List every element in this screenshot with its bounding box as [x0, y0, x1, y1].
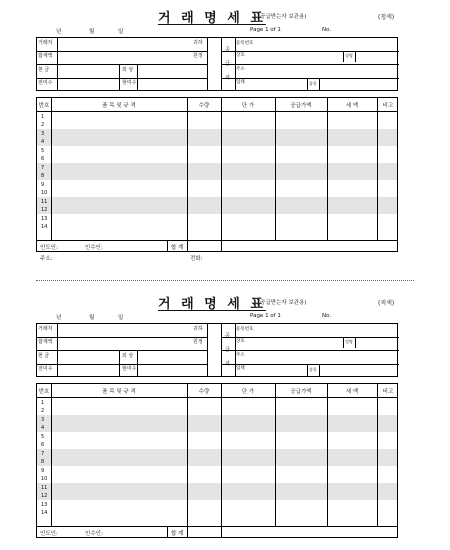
- column-header: 품 목 및 규 격: [102, 103, 136, 109]
- text-field[interactable]: [357, 53, 397, 63]
- text-field[interactable]: [259, 353, 397, 363]
- supplier-vertical-label: 공: [225, 333, 230, 339]
- column-header: 번호: [38, 103, 50, 109]
- supplier-sub-label: 종목: [309, 367, 317, 372]
- column-divider: [167, 527, 168, 537]
- divider: [37, 337, 207, 338]
- row-number: 14: [41, 224, 48, 230]
- table-row[interactable]: [37, 466, 397, 475]
- field-label: 현미수: [122, 80, 137, 86]
- party-info-box: [36, 323, 398, 377]
- row-number: 2: [41, 122, 45, 128]
- cut-line: [36, 280, 414, 281]
- supplier-label: 주소: [236, 67, 245, 72]
- row-number: 5: [41, 433, 45, 440]
- row-number: 1: [41, 399, 45, 406]
- divider: [57, 38, 58, 90]
- row-number: 8: [41, 173, 45, 179]
- address-label: 주소:: [40, 256, 53, 262]
- row-number: 6: [41, 442, 45, 448]
- form-header: [36, 292, 398, 310]
- copy-note: (공급받는자 보관용): [258, 300, 307, 306]
- field-label: 현 금: [38, 67, 50, 73]
- row-number: 13: [41, 501, 48, 508]
- column-divider: [51, 384, 52, 537]
- supplier-label: 주소: [236, 353, 245, 358]
- row-number: 9: [41, 181, 45, 188]
- supplier-vertical-label: 자: [225, 75, 230, 81]
- table-row[interactable]: [37, 197, 397, 206]
- table-row[interactable]: [37, 432, 397, 441]
- text-field[interactable]: [139, 366, 205, 376]
- divider: [221, 324, 222, 376]
- table-row[interactable]: [37, 492, 397, 501]
- column-divider: [221, 98, 222, 251]
- column-header: 단 가: [241, 103, 255, 109]
- field-label: 외 상: [122, 353, 134, 359]
- row-number: 10: [41, 190, 48, 196]
- row-number: 14: [41, 510, 48, 516]
- divider: [57, 324, 58, 376]
- total-label: 합 계: [171, 531, 184, 537]
- column-divider: [187, 384, 188, 537]
- row-number: 12: [41, 207, 48, 213]
- row-number: 3: [41, 130, 45, 137]
- table-row[interactable]: [37, 172, 397, 181]
- table-row[interactable]: [37, 223, 397, 232]
- text-field[interactable]: [59, 366, 117, 376]
- supplier-label: 업태: [236, 366, 245, 371]
- form-title: 거 래 명 세 표: [158, 11, 266, 26]
- row-number: 10: [41, 476, 48, 482]
- form-header: [36, 6, 398, 24]
- text-field[interactable]: [59, 53, 189, 63]
- column-header: 수량: [198, 103, 210, 109]
- row-number: 4: [41, 139, 45, 145]
- row-number: 9: [41, 467, 45, 474]
- column-divider: [167, 241, 168, 251]
- text-field[interactable]: [59, 40, 189, 50]
- field-suffix: 원정: [193, 339, 203, 345]
- items-table: [36, 383, 398, 538]
- supplier-label: 업태: [236, 80, 245, 85]
- table-row[interactable]: [37, 407, 397, 416]
- copy-note: (공급받는자 보관용): [258, 14, 307, 20]
- field-suffix: 원정: [193, 53, 203, 59]
- page-indicator: Page 1 of 1: [250, 27, 281, 33]
- field-label: 합계액: [38, 339, 53, 345]
- text-field[interactable]: [59, 352, 117, 362]
- table-row[interactable]: [37, 458, 397, 467]
- field-suffix: 귀하: [193, 326, 203, 332]
- divider: [221, 51, 399, 52]
- table-row[interactable]: [37, 424, 397, 433]
- divider: [221, 361, 399, 367]
- supplier-vertical-label: 급: [225, 347, 230, 353]
- row-number: 12: [41, 493, 48, 499]
- divider: [37, 350, 207, 351]
- divider: [119, 64, 120, 90]
- divider: [355, 337, 356, 348]
- row-number: 7: [41, 164, 45, 171]
- row-number: 6: [41, 156, 45, 162]
- supplier-sub-label: 종목: [309, 81, 317, 86]
- text-field[interactable]: [139, 80, 205, 90]
- no-label: No.: [322, 27, 332, 33]
- table-row[interactable]: [37, 398, 397, 407]
- text-field[interactable]: [259, 53, 341, 63]
- column-header: 세 액: [345, 103, 359, 109]
- field-label: 합계액: [38, 53, 53, 59]
- row-number: 11: [41, 198, 48, 205]
- column-divider: [51, 98, 52, 251]
- table-row[interactable]: [37, 163, 397, 172]
- items-table: [36, 97, 398, 252]
- column-divider: [187, 241, 188, 251]
- text-field[interactable]: [357, 339, 397, 349]
- statement-form: [0, 292, 450, 548]
- column-header: 품 목 및 규 격: [102, 389, 136, 395]
- table-row[interactable]: [37, 475, 397, 484]
- table-row[interactable]: [37, 509, 397, 518]
- column-header: 비고: [382, 103, 394, 109]
- table-footer: [37, 526, 397, 537]
- phone-label: 전화:: [190, 256, 203, 262]
- column-divider: [221, 384, 222, 537]
- deliverer-label: 인도인:: [40, 245, 58, 251]
- date-label: 월: [89, 315, 95, 321]
- divider: [37, 51, 207, 52]
- column-header: 단 가: [241, 389, 255, 395]
- column-header: 공급가액: [290, 389, 312, 395]
- date-label: 월: [89, 29, 95, 35]
- no-label: No.: [322, 313, 332, 319]
- supplier-vertical-label: 공: [225, 47, 230, 53]
- divider: [37, 78, 207, 79]
- row-number: 2: [41, 408, 45, 414]
- supplier-label: 상호: [236, 53, 245, 58]
- table-row[interactable]: [37, 138, 397, 147]
- divider: [307, 78, 308, 90]
- copy-color-note: (적색): [378, 300, 395, 307]
- text-field[interactable]: [59, 66, 117, 76]
- row-number: 11: [41, 484, 48, 491]
- table-row[interactable]: [37, 449, 397, 458]
- divider: [221, 337, 399, 338]
- divider: [307, 364, 308, 376]
- text-field[interactable]: [259, 339, 341, 349]
- supplier-label: 상호: [236, 339, 245, 344]
- column-header: 번호: [38, 389, 50, 395]
- supplier-label: 등록번호: [236, 327, 254, 332]
- divider: [119, 350, 120, 376]
- copy-color-note: (청색): [378, 14, 395, 21]
- text-field[interactable]: [259, 67, 397, 77]
- text-field[interactable]: [321, 366, 397, 376]
- row-number: 13: [41, 215, 48, 222]
- column-divider: [221, 241, 222, 251]
- table-row[interactable]: [37, 441, 397, 450]
- divider: [137, 350, 138, 376]
- supplier-label: 등록번호: [236, 41, 254, 46]
- divider: [319, 78, 320, 90]
- divider: [37, 364, 207, 365]
- divider: [221, 347, 399, 353]
- text-field[interactable]: [59, 80, 117, 90]
- field-label: 전미수: [38, 366, 53, 372]
- table-row[interactable]: [37, 189, 397, 198]
- column-header: 수량: [198, 389, 210, 395]
- divider: [207, 324, 208, 376]
- column-header: 공급가액: [290, 103, 312, 109]
- table-row[interactable]: [37, 121, 397, 130]
- field-label: 거래처: [38, 40, 53, 46]
- divider: [207, 38, 208, 90]
- date-label: 년: [56, 315, 62, 321]
- field-suffix: 귀하: [193, 40, 203, 46]
- table-row[interactable]: [37, 155, 397, 164]
- divider: [221, 61, 399, 67]
- column-divider: [275, 98, 276, 251]
- row-number: 7: [41, 450, 45, 457]
- field-label: 현미수: [122, 366, 137, 372]
- table-footer: [37, 240, 397, 251]
- text-field[interactable]: [139, 352, 205, 362]
- table-row[interactable]: [37, 483, 397, 492]
- receiver-label: 인수인:: [85, 245, 103, 251]
- text-field[interactable]: [59, 339, 189, 349]
- row-number: 5: [41, 147, 45, 154]
- field-label: 전미수: [38, 80, 53, 86]
- column-divider: [327, 384, 328, 537]
- table-row[interactable]: [37, 112, 397, 121]
- table-row[interactable]: [37, 415, 397, 424]
- table-header: [37, 98, 397, 112]
- date-line: [36, 27, 398, 37]
- text-field[interactable]: [259, 326, 397, 336]
- date-line: [36, 313, 398, 323]
- column-header: 비고: [382, 389, 394, 395]
- divider: [137, 64, 138, 90]
- column-divider: [377, 384, 378, 537]
- supplier-vertical-label: 자: [225, 361, 230, 367]
- column-divider: [187, 527, 188, 537]
- total-label: 합 계: [171, 245, 184, 251]
- deliverer-label: 인도인:: [40, 531, 58, 537]
- date-label: 일: [118, 315, 124, 321]
- supplier-sub-label: 성명: [345, 53, 353, 58]
- column-divider: [187, 98, 188, 251]
- address-line: [40, 254, 400, 262]
- row-number: 4: [41, 425, 45, 431]
- divider: [221, 38, 222, 90]
- divider: [319, 364, 320, 376]
- divider: [343, 337, 344, 348]
- page-indicator: Page 1 of 1: [250, 313, 281, 319]
- text-field[interactable]: [139, 66, 205, 76]
- text-field[interactable]: [259, 80, 305, 90]
- divider: [37, 64, 207, 65]
- receiver-label: 인수인:: [85, 531, 103, 537]
- table-header: [37, 384, 397, 398]
- table-row[interactable]: [37, 129, 397, 138]
- text-field[interactable]: [259, 366, 305, 376]
- date-label: 년: [56, 29, 62, 35]
- table-row[interactable]: [37, 180, 397, 189]
- field-label: 현 금: [38, 353, 50, 359]
- table-row[interactable]: [37, 214, 397, 223]
- column-divider: [327, 98, 328, 251]
- table-row[interactable]: [37, 500, 397, 509]
- date-label: 일: [118, 29, 124, 35]
- divider: [221, 75, 399, 81]
- column-divider: [377, 98, 378, 251]
- text-field[interactable]: [59, 326, 189, 336]
- divider: [343, 51, 344, 62]
- column-divider: [275, 384, 276, 537]
- row-number: 3: [41, 416, 45, 423]
- row-number: 1: [41, 113, 45, 120]
- statement-form: [0, 6, 450, 262]
- column-divider: [221, 527, 222, 537]
- supplier-sub-label: 성명: [345, 339, 353, 344]
- column-header: 세 액: [345, 389, 359, 395]
- row-number: 8: [41, 459, 45, 465]
- text-field[interactable]: [321, 80, 397, 90]
- table-row[interactable]: [37, 206, 397, 215]
- supplier-vertical-label: 급: [225, 61, 230, 67]
- field-label: 외 상: [122, 67, 134, 73]
- divider: [355, 51, 356, 62]
- table-row[interactable]: [37, 146, 397, 155]
- text-field[interactable]: [259, 40, 397, 50]
- form-title: 거 래 명 세 표: [158, 297, 266, 312]
- party-info-box: [36, 37, 398, 91]
- field-label: 거래처: [38, 326, 53, 332]
